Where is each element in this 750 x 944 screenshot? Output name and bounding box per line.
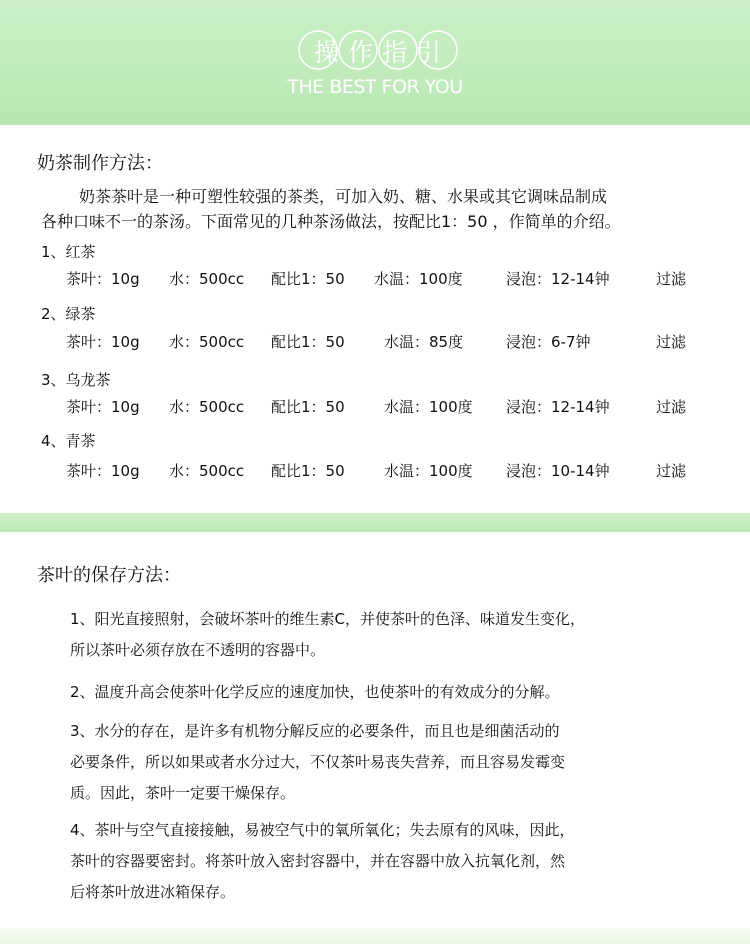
recipe-label: 4、青茶 (41, 432, 96, 450)
recipe-temp: 水温：100度 (384, 398, 473, 416)
recipe-filter: 过滤 (656, 398, 687, 416)
recipe-filter: 过滤 (656, 270, 687, 288)
recipe-steep: 浸泡：6-7钟 (506, 333, 591, 351)
milk-tea-intro-line1: 奶茶茶叶是一种可塑性较强的茶类，可加入奶、糖、水果或其它调味品制成 (79, 187, 608, 206)
recipe-temp: 水温：85度 (384, 333, 464, 351)
bottom-band (0, 928, 750, 944)
recipe-filter: 过滤 (656, 462, 687, 480)
recipe-label: 2、绿茶 (41, 305, 96, 323)
recipe-ratio: 配比1：50 (271, 333, 345, 351)
banner-title-frame (295, 27, 461, 73)
recipe-leaf: 茶叶：10g (66, 398, 140, 416)
storage-item (70, 716, 730, 809)
header-banner (0, 0, 750, 125)
storage-item-line: 质。因此，茶叶一定要干燥保存。 (70, 784, 296, 802)
storage-item-line: 2、温度升高会使茶叶化学反应的速度加快，也使茶叶的有效成分的分解。 (70, 683, 560, 701)
storage-item-line: 4、茶叶与空气直接接触，易被空气中的氧所氧化；失去原有的风味，因此， (70, 821, 575, 839)
storage-item-line: 所以茶叶必须存放在不透明的容器中。 (70, 641, 326, 659)
recipe-leaf: 茶叶：10g (66, 333, 140, 351)
banner-title: 操作指引 (313, 38, 450, 67)
recipe-ratio: 配比1：50 (271, 270, 345, 288)
recipe-leaf: 茶叶：10g (66, 462, 140, 480)
recipe-leaf: 茶叶：10g (66, 270, 140, 288)
recipe-water: 水：500cc (169, 333, 245, 351)
storage-item (70, 815, 730, 908)
storage-item-line: 后将茶叶放进冰箱保存。 (70, 883, 236, 901)
storage-item-line: 3、水分的存在，是许多有机物分解反应的必要条件，而且也是细菌活动的 (70, 722, 560, 740)
recipe-steep: 浸泡：12-14钟 (506, 270, 610, 288)
recipe-label: 3、乌龙茶 (41, 371, 111, 389)
milk-tea-heading: 奶茶制作方法： (37, 153, 163, 174)
milk-tea-intro-line2: 各种口味不一的茶汤。下面常见的几种茶汤做法，按配比1：50 ，作简单的介绍。 (41, 212, 621, 231)
recipe-temp: 水温：100度 (374, 270, 463, 288)
banner-subtitle: THE BEST FOR YOU (287, 76, 463, 98)
recipe-filter: 过滤 (656, 333, 687, 351)
recipe-temp: 水温：100度 (384, 462, 473, 480)
recipe-ratio: 配比1：50 (271, 462, 345, 480)
storage-item (70, 677, 730, 708)
recipe-steep: 浸泡：10-14钟 (506, 462, 610, 480)
storage-item-line: 茶叶的容器要密封。将茶叶放入密封容器中，并在容器中放入抗氧化剂，然 (70, 852, 566, 870)
recipe-steep: 浸泡：12-14钟 (506, 398, 610, 416)
storage-heading: 茶叶的保存方法： (37, 565, 181, 586)
recipe-label: 1、红茶 (41, 243, 96, 261)
recipe-water: 水：500cc (169, 270, 245, 288)
recipe-water: 水：500cc (169, 398, 245, 416)
storage-item-line: 1、阳光直接照射，会破坏茶叶的维生素C，并使茶叶的色泽、味道发生变化， (70, 610, 586, 628)
storage-item-line: 必要条件，所以如果或者水分过大，不仅茶叶易丧失营养，而且容易发霉变 (70, 753, 566, 771)
section-divider (0, 513, 750, 532)
recipe-water: 水：500cc (169, 462, 245, 480)
recipe-ratio: 配比1：50 (271, 398, 345, 416)
storage-item (70, 604, 730, 666)
